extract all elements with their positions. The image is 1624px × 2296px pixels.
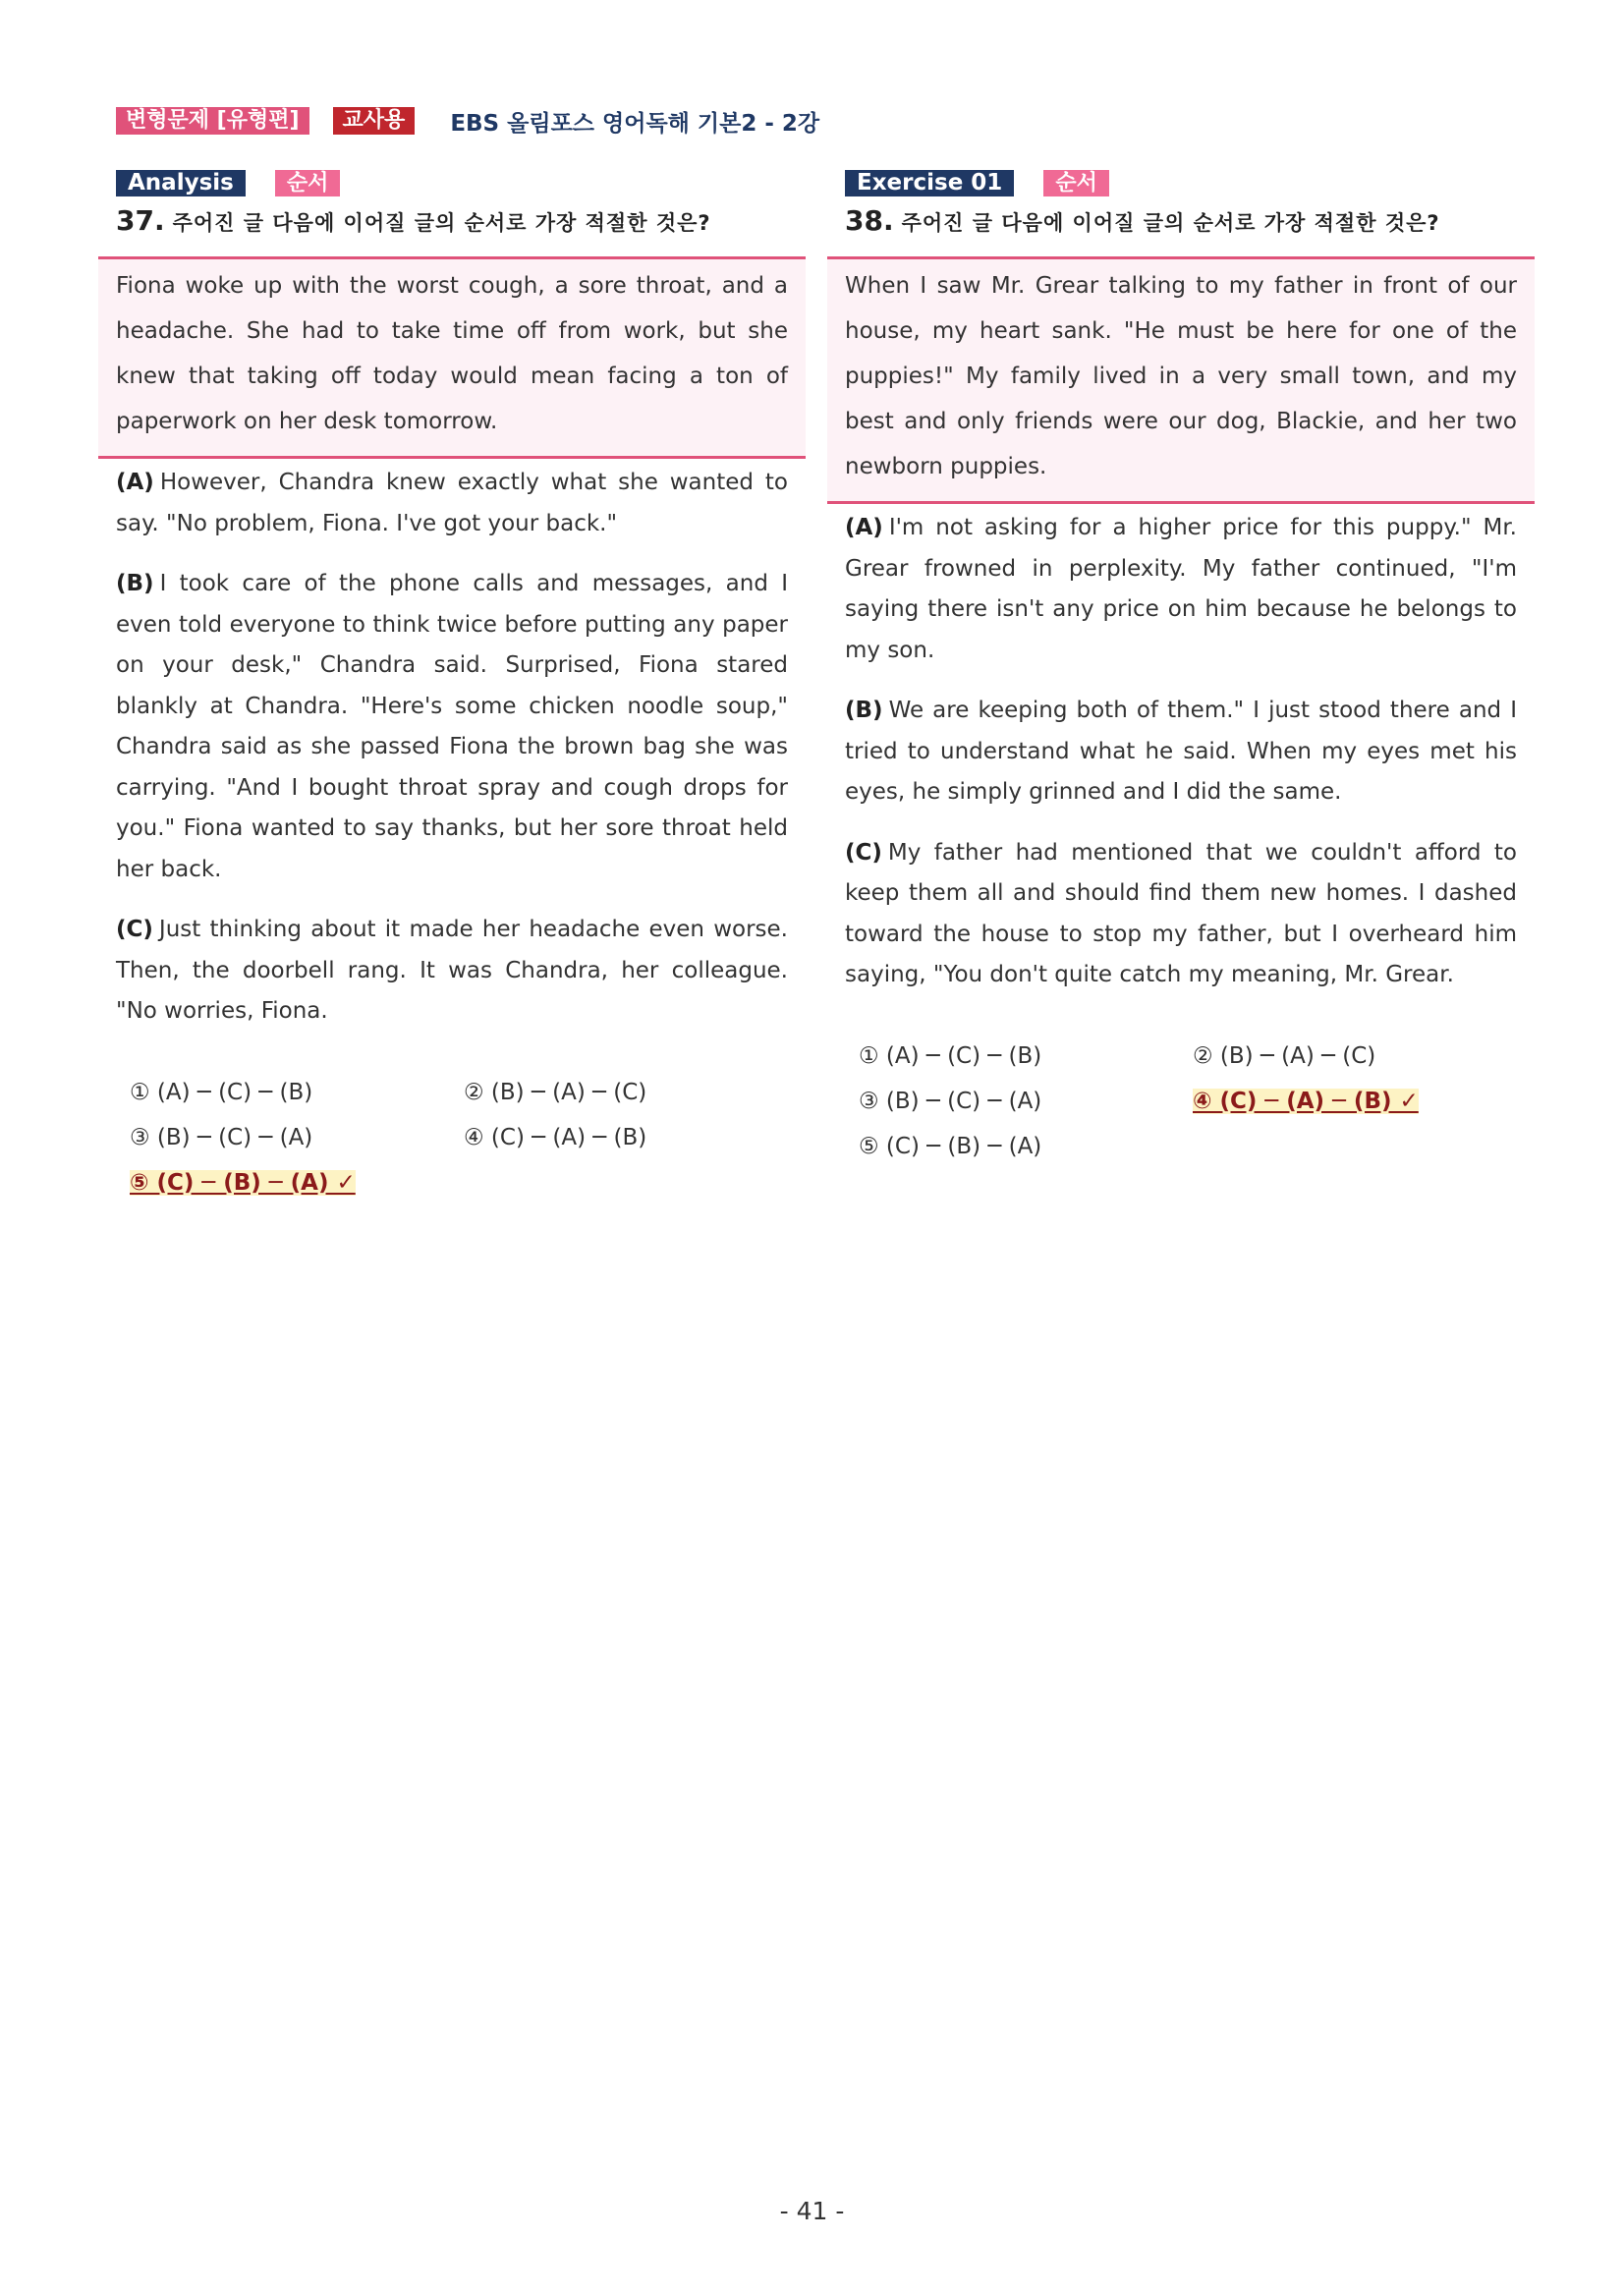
choice-row bbox=[130, 1115, 806, 1160]
paragraph-mark: (C) bbox=[845, 839, 882, 866]
paragraph-b bbox=[827, 691, 1535, 813]
question-number: 38. bbox=[845, 204, 894, 237]
choice-3: ③ (B) ─ (C) ─ (A) bbox=[859, 1088, 1042, 1114]
paragraph-text: My father had mentioned that we couldn't afford to keep them all and should find them new homes. I dashed toward the house to stop my father, but I overheard him saying, "You don't quite catch my meaning, Mr. Grear. bbox=[845, 839, 1517, 987]
question-line bbox=[827, 204, 1535, 237]
choice-row bbox=[859, 1124, 1535, 1169]
paragraph-mark: (A) bbox=[845, 515, 883, 540]
paragraph-mark: (A) bbox=[116, 470, 154, 495]
choice-row bbox=[130, 1160, 806, 1205]
paragraph-mark: (B) bbox=[116, 571, 154, 596]
left-question-column bbox=[98, 169, 806, 1205]
choice-row bbox=[859, 1034, 1535, 1079]
given-passage: Fiona woke up with the worst cough, a sore throat, and a headache. She had to take time off from work, but she knew that taking off today would mean facing a ton of paperwork on her desk tomorrow. bbox=[98, 256, 806, 459]
paragraph-c bbox=[98, 910, 806, 1033]
page-header bbox=[116, 106, 819, 136]
question-type-label: 순서 bbox=[275, 170, 341, 196]
question-line bbox=[98, 204, 806, 237]
question-text: 주어진 글 다음에 이어질 글의 순서로 가장 적절한 것은? bbox=[172, 211, 711, 235]
book-title: EBS 올림포스 영어독해 기본2 - 2강 bbox=[450, 110, 820, 137]
choice-row bbox=[130, 1070, 806, 1115]
paragraph-text: I'm not asking for a higher price for this puppy." Mr. Grear frowned in perplexity. My father continued, "I'm saying there isn't any price on him because he belongs to my son. bbox=[845, 515, 1517, 663]
paragraph-a bbox=[827, 508, 1535, 671]
question-label-row bbox=[827, 169, 1535, 196]
paragraph-c bbox=[827, 833, 1535, 996]
choice-row bbox=[859, 1079, 1535, 1124]
choice-3: ③ (B) ─ (C) ─ (A) bbox=[130, 1124, 313, 1150]
choice-4: ④ (C) ─ (A) ─ (B) bbox=[464, 1124, 647, 1150]
right-question-column bbox=[827, 169, 1535, 1169]
paragraph-mark: (C) bbox=[116, 917, 153, 942]
page-number: - 41 - bbox=[779, 2197, 845, 2225]
question-type-label: 순서 bbox=[1043, 170, 1109, 196]
paragraph-text: We are keeping both of them." I just stood there and I tried to understand what he said. When my eyes met his eyes, he simply grinned and I did the same. bbox=[845, 698, 1517, 805]
question-text: 주어진 글 다음에 이어질 글의 순서로 가장 적절한 것은? bbox=[901, 211, 1440, 235]
given-passage: When I saw Mr. Grear talking to my father in front of our house, my heart sank. "He must be here for one of the puppies!" My family lived in a very small town, and my best and only friends were our dog, Blackie, and her two newborn puppies. bbox=[827, 256, 1535, 504]
paragraph-text: Just thinking about it made her headache even worse. Then, the doorbell rang. It was Chandra, her colleague. "No worries, Fiona. bbox=[116, 917, 788, 1024]
answer-choices bbox=[98, 1070, 806, 1205]
question-label-row bbox=[98, 169, 806, 196]
paragraph-mark: (B) bbox=[845, 698, 883, 723]
paragraph-text: I took care of the phone calls and messages, and I even told everyone to think twice before putting any paper on your desk," Chandra said. Surprised, Fiona stared blankly at Chandra. "Here's some chicken noodle soup," Chandra said as she passed Fiona the brown bag she was carrying. "And I bought throat spray and cough drops for you." Fiona wanted to say thanks, but her sore throat held her back. bbox=[116, 571, 788, 882]
answer-choices bbox=[827, 1034, 1535, 1169]
teacher-tag: 교사용 bbox=[333, 107, 416, 135]
choice-5-correct-answer: ⑤ (C) ─ (B) ─ (A) ✓ bbox=[130, 1169, 356, 1196]
section-label: Analysis bbox=[116, 170, 246, 196]
section-label: Exercise 01 bbox=[845, 170, 1014, 196]
choice-2: ② (B) ─ (A) ─ (C) bbox=[1193, 1042, 1376, 1069]
choice-2: ② (B) ─ (A) ─ (C) bbox=[464, 1079, 647, 1105]
choice-4-correct-answer: ④ (C) ─ (A) ─ (B) ✓ bbox=[1193, 1088, 1419, 1114]
paragraph-a bbox=[98, 463, 806, 544]
choice-1: ① (A) ─ (C) ─ (B) bbox=[130, 1079, 313, 1105]
choice-1: ① (A) ─ (C) ─ (B) bbox=[859, 1042, 1042, 1069]
type-tag: 변형문제 [유형편] bbox=[116, 107, 309, 135]
choice-5: ⑤ (C) ─ (B) ─ (A) bbox=[859, 1133, 1042, 1159]
paragraph-text: However, Chandra knew exactly what she wanted to say. "No problem, Fiona. I've got your back." bbox=[116, 470, 788, 536]
paragraph-b bbox=[98, 564, 806, 890]
question-number: 37. bbox=[116, 204, 165, 237]
